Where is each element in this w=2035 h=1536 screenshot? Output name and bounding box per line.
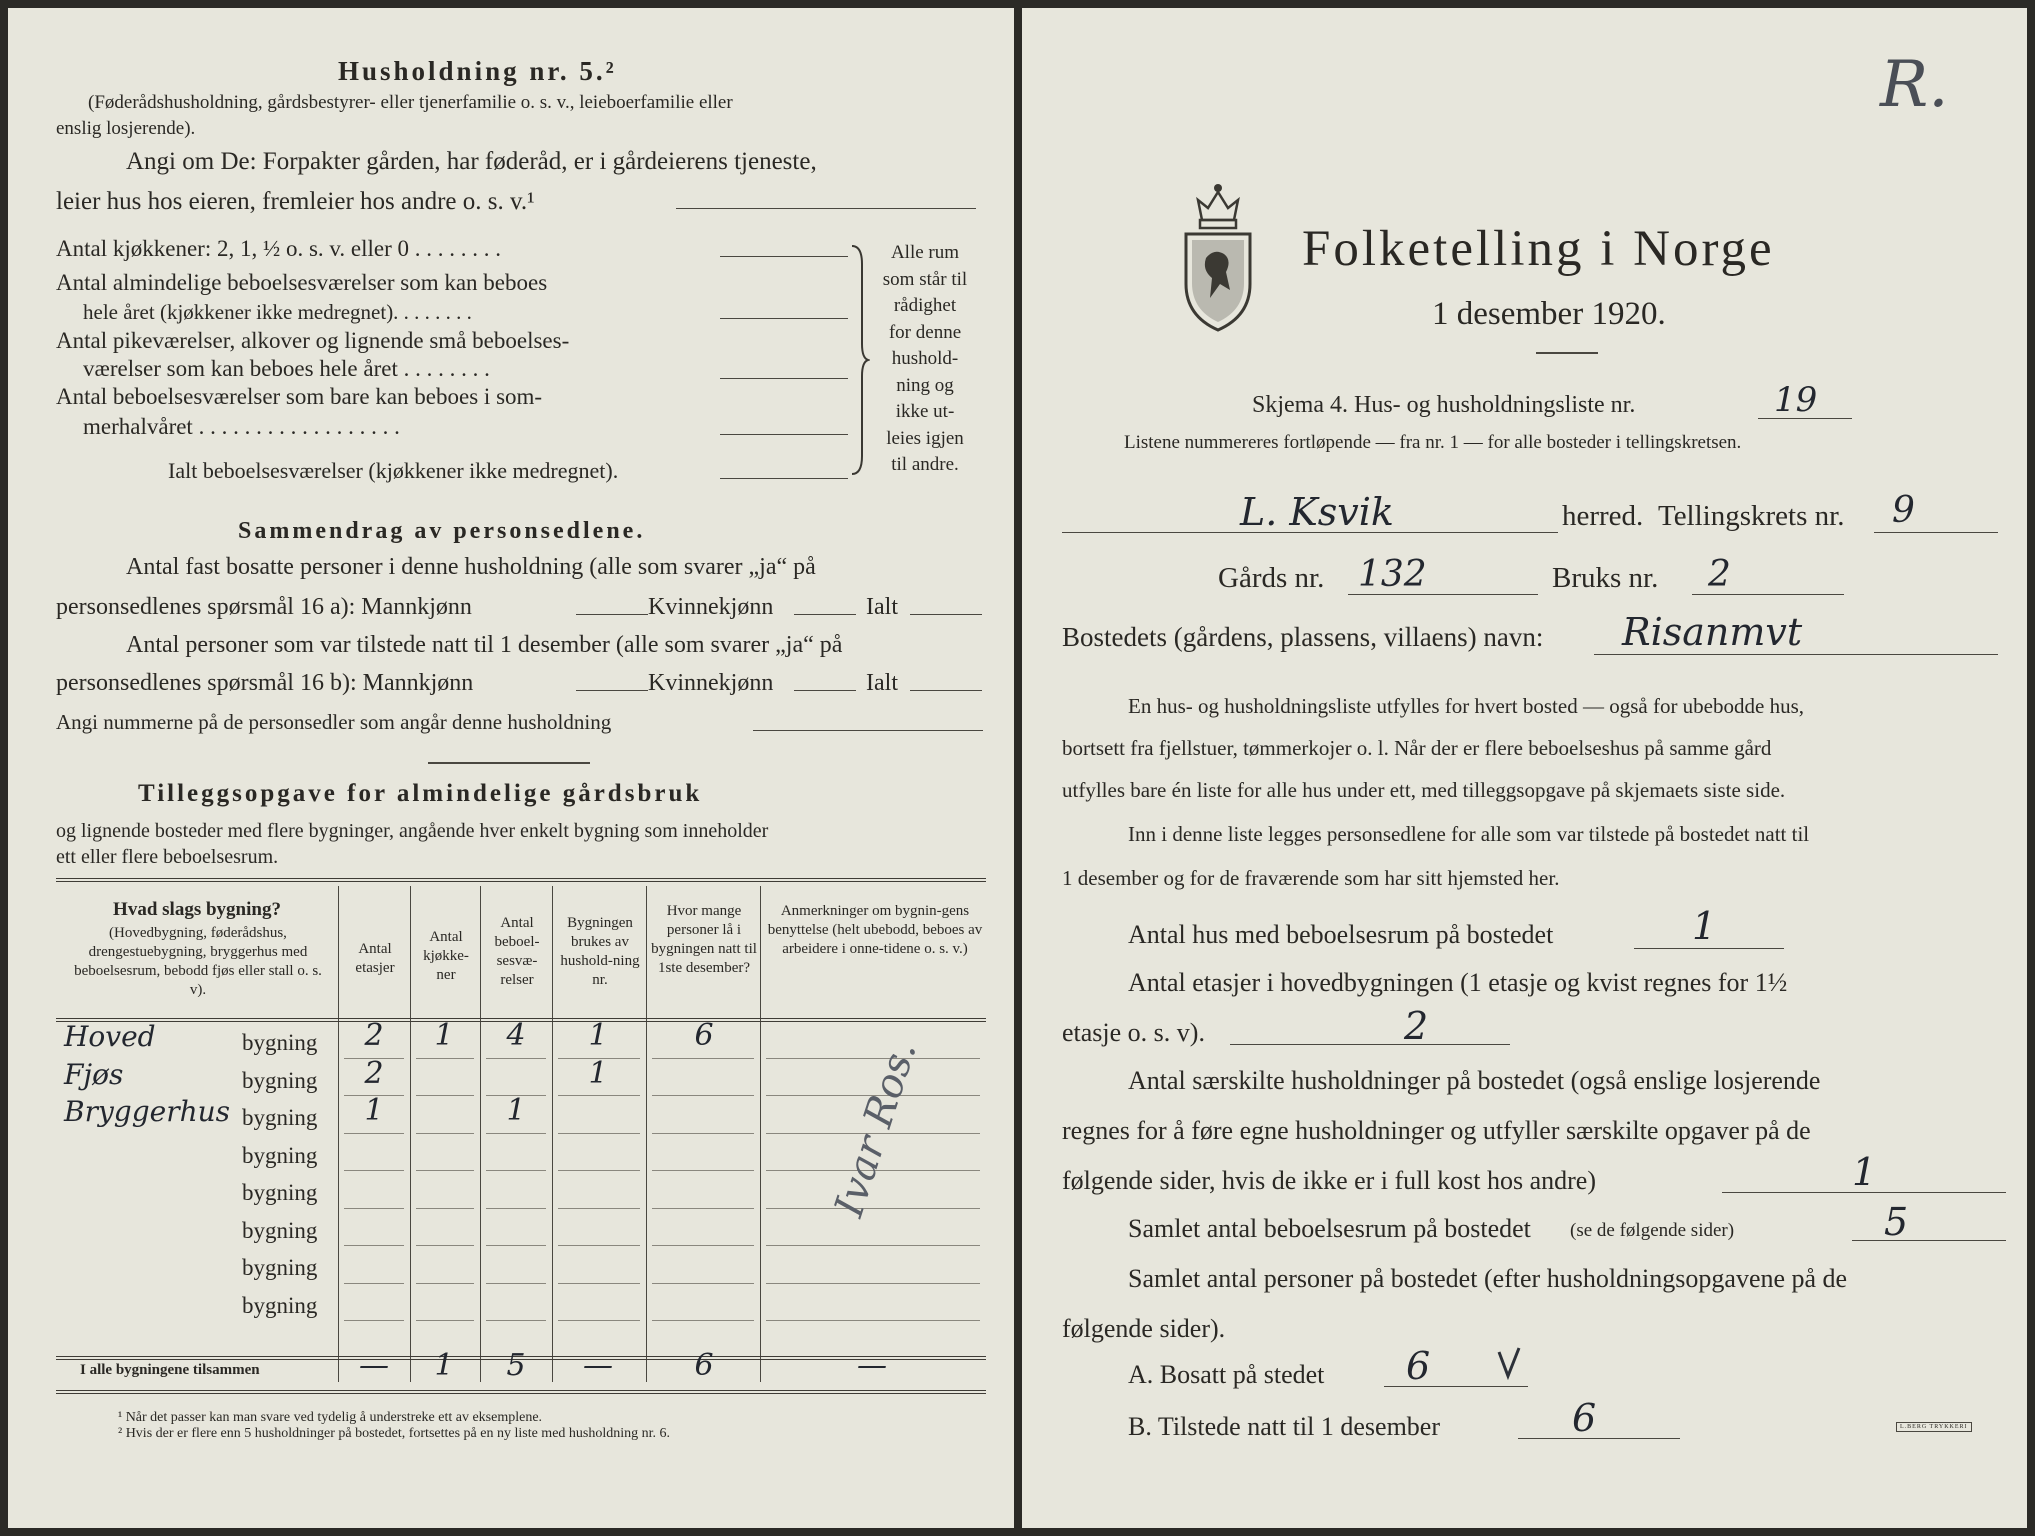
row-answer-line [344, 1320, 404, 1321]
rooms-summer-1: Antal beboelsesværelser som bare kan beboes i som- [56, 384, 543, 409]
para-5: 1 desember og for de fraværende som har sitt hjemsted her. [1062, 866, 1560, 890]
answer-line-regular [720, 318, 848, 319]
rooms-kitchens: Antal kjøkkener: 2, 1, ½ o. s. v. eller 0 . . . . . . . . [56, 236, 502, 261]
angi-line-2: leier hus hos eieren, fremleier hos andre o. s. v.¹ [56, 188, 535, 215]
gards-label: Gårds nr. [1218, 562, 1325, 594]
q-rum-label: Samlet antal beboelsesrum på bostedet [1128, 1214, 1531, 1243]
row-bygning-label: bygning [242, 1255, 318, 1280]
a-line [1384, 1386, 1528, 1387]
total-husholdning: — [583, 1348, 613, 1383]
col-header-bygning: Hvad slags bygning? [113, 899, 281, 920]
tilstede-kvinne-label: Kvinnekjønn [648, 670, 774, 696]
row-answer-line [652, 1095, 754, 1096]
fast-line-2: personsedlenes spørsmål 16 a): Mannkjønn [56, 594, 472, 620]
row-answer-line [558, 1283, 640, 1284]
q-hush-1: Antal særskilte husholdninger på bostedet (også enslige losjerende [1128, 1066, 1821, 1095]
q-hush-value: 1 [1852, 1150, 1877, 1194]
col-header-bygning-desc: (Hovedbygning, føderådshus, drengestuebygning, bryggerhus med beboelsesrum, bebodd fjøs eller stall o. s. v). [74, 925, 322, 998]
row-answer-line [766, 1058, 980, 1059]
fast-kvinne-label: Kvinnekjønn [648, 594, 774, 620]
herred-value: L. Ksvik [1240, 490, 1394, 534]
side-note-line: ikke ut- [895, 401, 955, 422]
fast-ialt-label: Ialt [866, 594, 898, 620]
bosted-value: Risanmvt [1622, 610, 1803, 654]
sammendrag-title: Sammendrag av personsedlene. [238, 518, 646, 544]
row-answer-line [652, 1170, 754, 1171]
row-bygning-label: bygning [242, 1217, 318, 1243]
answer-line-kitchens [720, 256, 848, 257]
row-building-name: Bryggerhus [64, 1095, 231, 1128]
rooms-small-1: Antal pikeværelser, alkover og lignende små beboelses- [56, 328, 570, 353]
total-anmerkninger: — [857, 1348, 887, 1383]
para-1: En hus- og husholdningsliste utfylles for hvert bosted — også for ubebodde hus, [1128, 694, 1804, 718]
answer-line-small [720, 378, 848, 379]
row-building-name: Hoved [64, 1020, 156, 1053]
row-etasjer: 1 [364, 1093, 384, 1128]
para-3: utfylles bare én liste for alle hus under ett, med tilleggsopgave på skjemaets siste side. [1062, 778, 1786, 802]
bosted-line [1594, 654, 1998, 655]
household-intro-1: (Føderådshusholdning, gårdsbestyrer- eller tjenerfamilie o. s. v., leieboerfamilie eller [88, 92, 733, 113]
herred-line [1062, 532, 1558, 533]
col-header-vaerelser: Antal beboel-sesvæ-relser [494, 915, 540, 988]
total-label: I alle bygningene tilsammen [80, 1362, 260, 1378]
row-kjokkener: 1 [434, 1018, 454, 1053]
skjema-number: 19 [1774, 380, 1818, 420]
row-answer-line [416, 1320, 474, 1321]
tillegg-title: Tilleggsopgave for almindelige gårdsbruk [138, 780, 703, 807]
corner-mark: R. [1880, 48, 1949, 122]
table-row [56, 1289, 986, 1327]
row-answer-line [558, 1208, 640, 1209]
q-hus-label: Antal hus med beboelsesrum på bostedet [1128, 920, 1554, 949]
coat-of-arms-icon [1180, 180, 1256, 334]
tellingskrets-label: Tellingskrets nr. [1658, 500, 1845, 532]
q-hus-value: 1 [1692, 904, 1717, 948]
side-note-line: rådighet [893, 295, 957, 316]
q-rum-note: (se de følgende sider) [1570, 1220, 1735, 1241]
row-answer-line [486, 1170, 546, 1171]
row-answer-line [416, 1133, 474, 1134]
row-answer-line [558, 1095, 640, 1096]
household-title: Husholdning nr. 5.² [338, 56, 617, 86]
skjema-label: Skjema 4. Hus- og husholdningsliste nr. [1252, 392, 1636, 418]
row-answer-line [558, 1320, 640, 1321]
margin-annotation: Ivar Ros. [826, 1035, 926, 1223]
row-answer-line [652, 1320, 754, 1321]
herred-label: herred. [1562, 500, 1644, 532]
q-hus-line [1634, 948, 1784, 949]
row-answer-line [486, 1245, 546, 1246]
row-answer-line [486, 1283, 546, 1284]
col-header-etasjer: Antal etasjer [355, 941, 395, 976]
row-answer-line [766, 1283, 980, 1284]
bruks-line [1692, 594, 1844, 595]
para-2: bortsett fra fjellstuer, tømmerkojer o. l. Når der er flere beboelseshus på samme gård [1062, 736, 1772, 760]
row-answer-line [344, 1208, 404, 1209]
row-bygning-label: bygning [242, 1030, 318, 1055]
q-pers-2: følgende sider). [1062, 1314, 1226, 1343]
col-header-anmerkninger: Anmerkninger om bygnin-gens benyttelse (helt ubebodd, beboes av arbeidere i onne-tidene o. s. v.) [767, 903, 983, 957]
row-answer-line [416, 1170, 474, 1171]
row-vaerelser: 1 [506, 1093, 526, 1128]
para-4: Inn i denne liste legges personsedlene for alle som var tilstede på bostedet natt til [1128, 822, 1810, 846]
rooms-regular-1: Antal almindelige beboelsesværelser som kan beboes [56, 270, 548, 295]
row-etasjer: 2 [364, 1055, 384, 1091]
listene-note: Listene nummereres fortløpende — fra nr. 1 — for alle bosteder i tellingskretsen. [1124, 432, 1742, 453]
section-divider [428, 762, 590, 764]
total-kjokkener: 1 [434, 1348, 454, 1383]
bruks-value: 2 [1708, 554, 1731, 595]
printer-stamp: L.BERG TRYKKERI [1896, 1422, 1972, 1432]
row-answer-line [486, 1320, 546, 1321]
row-answer-line [766, 1245, 980, 1246]
tilstede-mann-line [576, 690, 648, 691]
b-label: B. Tilstede natt til 1 desember [1128, 1412, 1440, 1441]
row-answer-line [344, 1170, 404, 1171]
row-answer-line [652, 1058, 754, 1059]
fast-kvinne-line [794, 614, 856, 615]
footnote-1: ¹ Når det passer kan man svare ved tydelig å understreke ett av eksemplene. [118, 1410, 543, 1425]
row-answer-line [416, 1283, 474, 1284]
tilstede-line-2: personsedlenes spørsmål 16 b): Mannkjønn [56, 670, 474, 696]
q-rum-line [1852, 1240, 2006, 1241]
row-personer: 6 [694, 1018, 714, 1053]
row-answer-line [344, 1133, 404, 1134]
col-header-kjokkener: Antal kjøkke-ner [423, 929, 469, 983]
right-page [1022, 8, 2027, 1528]
row-bygning-label: bygning [242, 1105, 318, 1130]
row-bygning-label: bygning [242, 1142, 318, 1168]
gards-line [1348, 594, 1538, 595]
a-value: 6 [1406, 1344, 1431, 1388]
a-label: A. Bosatt på stedet [1128, 1360, 1325, 1389]
q-pers-1: Samlet antal personer på bostedet (efter husholdningsopgavene på de [1128, 1264, 1848, 1293]
row-answer-line [416, 1208, 474, 1209]
row-answer-line [652, 1208, 754, 1209]
tillegg-line-1: og lignende bosteder med flere bygninger, angående hver enkelt bygning som inneholder [56, 820, 769, 842]
angi-answer-line [676, 208, 976, 209]
brace-icon [848, 244, 870, 476]
row-answer-line [416, 1245, 474, 1246]
row-answer-line [416, 1058, 474, 1059]
ialt-rooms-label: Ialt beboelsesværelser (kjøkkener ikke medregnet). [168, 458, 619, 483]
angi-line-1: Angi om De: Forpakter gården, har føderåd, er i gårdeierens tjeneste, [126, 148, 817, 175]
b-value: 6 [1572, 1396, 1597, 1440]
row-answer-line [416, 1095, 474, 1096]
left-page [8, 8, 1014, 1528]
row-husholdning: 1 [588, 1018, 608, 1053]
side-note-line: leies igjen [886, 427, 964, 449]
side-note-line: for denne [888, 321, 962, 343]
row-answer-line [766, 1320, 980, 1321]
q-hush-3: følgende sider, hvis de ikke er i full kost hos andre) [1062, 1166, 1596, 1195]
q-etasjer-2: etasje o. s. v). [1062, 1018, 1205, 1047]
row-etasjer: 2 [364, 1018, 384, 1053]
gards-value: 132 [1358, 554, 1427, 595]
footnote-2: ² Hvis der er flere enn 5 husholdninger på bostedet, fortsettes på en ny liste med husholdning nr. 6. [118, 1426, 671, 1441]
row-answer-line [344, 1283, 404, 1284]
q-rum-value: 5 [1884, 1200, 1909, 1244]
building-table [56, 878, 986, 1388]
tilstede-kvinne-line [794, 690, 856, 691]
q-etasjer-line [1230, 1044, 1510, 1045]
tillegg-line-2: ett eller flere beboelsesrum. [56, 846, 279, 868]
table-row [56, 1093, 986, 1139]
table-row [56, 1018, 986, 1064]
col-header-personer: Hvor mange personer lå i bygningen natt til 1ste desember? [651, 903, 757, 976]
tilstede-line-1: Antal personer som var tilstede natt til 1 desember (alle som svarer „ja“ på [126, 632, 843, 658]
table-top-border [56, 878, 986, 882]
rooms-regular-2: hele året (kjøkkener ikke medregnet). . . . . . . . [83, 300, 472, 324]
bruks-label: Bruks nr. [1552, 562, 1659, 594]
side-note-line: til andre. [891, 454, 959, 475]
fast-mann-line [576, 614, 648, 615]
row-answer-line [558, 1133, 640, 1134]
row-vaerelser: 4 [506, 1018, 526, 1053]
row-answer-line [344, 1245, 404, 1246]
household-intro-2: enslig losjerende). [56, 118, 196, 139]
rooms-small-2: værelser som kan beboes hele året . . . . . . . . [83, 356, 490, 381]
side-note [870, 240, 980, 479]
table-bottom-border [56, 1390, 986, 1394]
total-personer: 6 [694, 1348, 714, 1383]
row-bygning-label: bygning [242, 1292, 318, 1318]
total-etasjer: — [359, 1348, 389, 1383]
tilstede-ialt-line [910, 690, 982, 691]
row-answer-line [558, 1245, 640, 1246]
row-husholdning: 1 [588, 1055, 608, 1091]
col-header-husholdning: Bygningen brukes av hushold-ning nr. [560, 915, 640, 988]
tellingskrets-value: 9 [1892, 490, 1915, 531]
row-answer-line [486, 1058, 546, 1059]
answer-line-summer [720, 434, 848, 435]
angi-nummerne-label: Angi nummerne på de personsedler som angår denne husholdning [56, 710, 612, 734]
side-note-line: ning og [896, 374, 954, 396]
row-answer-line [652, 1133, 754, 1134]
row-answer-line [486, 1208, 546, 1209]
title-divider [1536, 352, 1598, 354]
answer-line-ialt-rooms [720, 478, 848, 479]
side-note-line: Alle rum [890, 242, 960, 263]
tilstede-ialt-label: Ialt [866, 670, 898, 696]
q-etasjer-value: 2 [1404, 1004, 1429, 1048]
form-date: 1 desember 1920. [1432, 296, 1666, 332]
row-bygning-label: bygning [242, 1180, 318, 1205]
tellingskrets-line [1874, 532, 1998, 533]
row-bygning-label: bygning [242, 1067, 318, 1093]
side-note-line: hushold- [891, 348, 959, 369]
row-answer-line [558, 1170, 640, 1171]
row-answer-line [486, 1133, 546, 1134]
row-building-name: Fjøs [64, 1057, 124, 1091]
angi-nummerne-line [753, 730, 983, 731]
checkmark-icon [1496, 1346, 1522, 1380]
form-title: Folketelling i Norge [1302, 221, 1775, 277]
q-hush-2: regnes for å føre egne husholdninger og utfyller særskilte opgaver på de [1062, 1116, 1811, 1145]
row-answer-line [652, 1245, 754, 1246]
fast-line-1: Antal fast bosatte personer i denne husholdning (alle som svarer „ja“ på [126, 554, 816, 580]
bosted-label: Bostedets (gårdens, plassens, villaens) navn: [1062, 622, 1544, 652]
table-row [56, 1214, 986, 1252]
rooms-summer-2: merhalvåret . . . . . . . . . . . . . . . . . . [83, 414, 400, 439]
table-row [56, 1251, 986, 1289]
skjema-number-line [1758, 418, 1852, 419]
total-vaerelser: 5 [506, 1348, 526, 1383]
fast-ialt-line [910, 614, 982, 615]
row-answer-line [652, 1283, 754, 1284]
q-hush-line [1722, 1192, 2006, 1193]
side-note-line: som står til [882, 268, 968, 290]
q-etasjer-1: Antal etasjer i hovedbygningen (1 etasje og kvist regnes for 1½ [1128, 968, 1788, 997]
b-line [1518, 1438, 1680, 1439]
